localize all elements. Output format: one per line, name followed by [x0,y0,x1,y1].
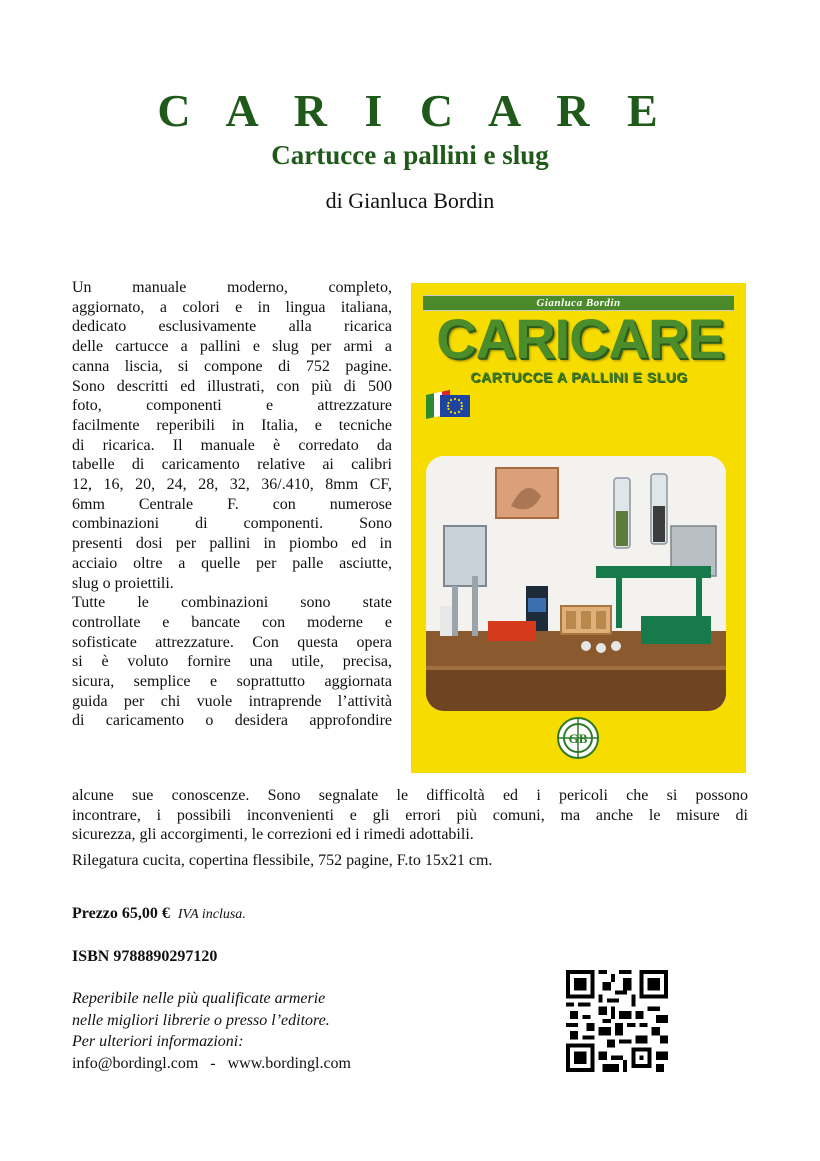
description-line: presenti dosi per pallini in piombo ed in [72,535,392,553]
description-line: di ricarica. Il manuale è corredato da [72,436,392,454]
isbn: ISBN 9788890297120 [72,948,218,965]
description-line: slug o proiettili. [72,574,174,592]
cover-subtitle: CARTUCCE A PALLINI E SLUG [470,369,688,385]
description-line: guida per chi vuole intraprende l’attività [72,692,392,710]
description-line: canna liscia, si compone di 752 pagine. [72,357,392,375]
description-line: acciaio oltre a quelle per palle asciutte, [72,554,392,572]
description-line: foto, componenti e attrezzature [72,397,392,415]
price-line [72,905,246,923]
italy-eu-flags-icon [426,385,472,419]
description-line: dedicato esclusivamente alla ricarica [72,318,392,336]
description-line: sofisticate attrezzature. Con questa opera [72,633,392,651]
description-line: di caricamento o desidera approfondire [72,712,392,730]
cover-title: CARICARE [436,307,724,370]
description-line: si è voluto fornire una utile, precisa, [72,653,392,671]
price-value: Prezzo 65,00 € [72,905,170,922]
availability-line: nelle migliori librerie o presso l’editore. [72,1011,330,1029]
description-line: controllate e bancate con moderne e [72,613,392,631]
description-line: Tutte le combinazioni sono state [72,594,392,612]
book-cover [411,283,746,773]
description-line: 6mm Centrale F. con numerose [72,495,392,513]
description-line: tabelle di caricamento relative ai calibri [72,456,392,474]
publisher-logo-icon [556,716,600,760]
description-line: Un manuale moderno, completo, [72,279,392,296]
description-line: alcune sue conoscenze. Sono segnalate le difficoltà ed i pericoli che si possono [72,787,748,804]
description-line: Sono descritti ed illustrati, con più di 500 [72,377,392,395]
availability-info [72,988,351,1074]
price-note: IVA inclusa. [177,907,246,922]
publisher-logo-text: GB [568,731,588,746]
author-line: di Gianluca Bordin [325,188,495,213]
description-line: sicurezza, gli accorgimenti, le correzioni ed i rimedi adottabili. [72,826,474,844]
page-subtitle: Cartucce a pallini e slug [271,140,549,170]
page-title: C A R I C A R E [157,85,671,136]
description-line: 12, 16, 20, 24, 28, 32, 36/.410, 8mm CF, [72,476,392,494]
description-line: incontrare, i possibili inconvenienti e gli errori più comuni, ma anche le misure di [72,806,748,824]
cover-author: Gianluca Bordin [423,295,734,311]
description-line: facilmente reperibili in Italia, e tecniche [72,416,392,434]
binding-info: Rilegatura cucita, copertina flessibile, 752 pagine, F.to 15x21 cm. [72,852,493,869]
availability-line: Per ulteriori informazioni: [72,1033,244,1050]
description-line: sicura, semplice e soprattutto aggiornata [72,673,392,691]
contact-line: info@bordingl.com - www.bordingl.com [72,1054,351,1072]
availability-line: Reperibile nelle più qualificate armerie [72,990,326,1007]
cover-photo [426,456,726,711]
description-continuation [72,786,748,845]
description-column [72,278,392,731]
description-line: combinazioni di componenti. Sono [72,515,392,533]
qr-code-icon [566,970,668,1072]
description-line: delle cartucce a pallini e slug per armi a [72,338,392,356]
description-line: aggiornato, a colori e in lingua italiana, [72,298,392,316]
